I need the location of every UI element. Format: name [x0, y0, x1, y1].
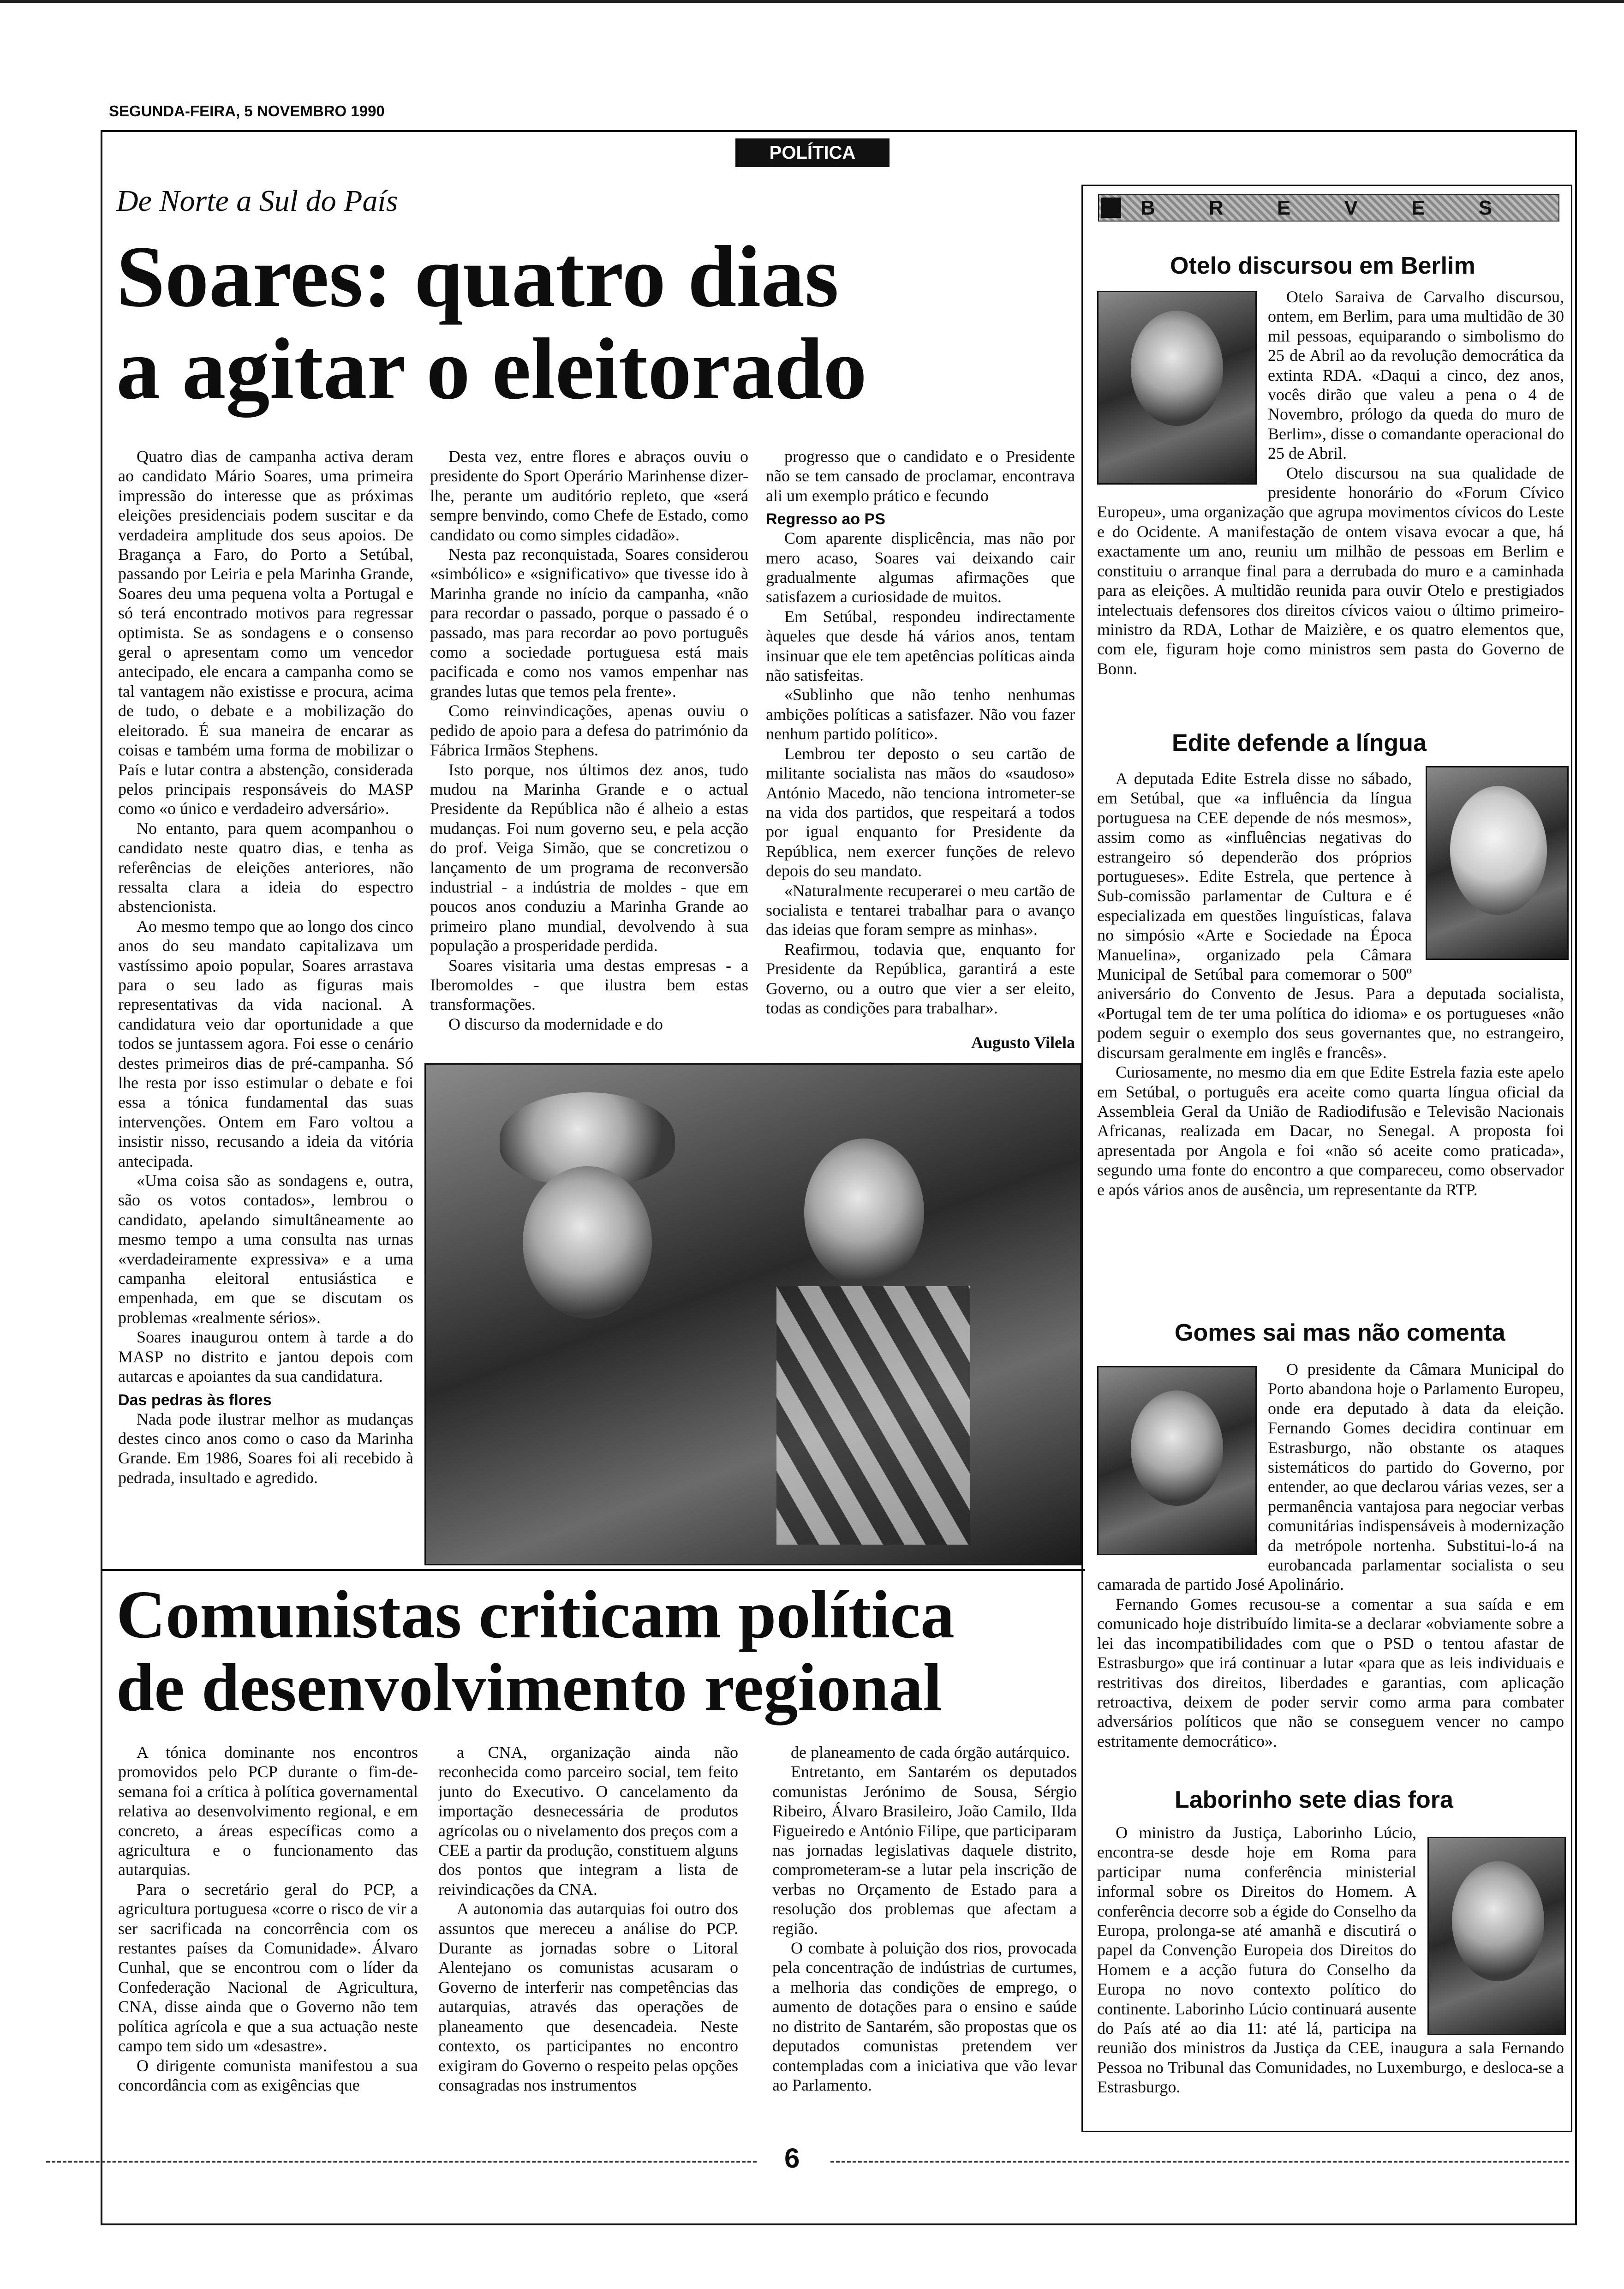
- main-col3-paragraph: Com aparente displicência, mas não por mero acaso, Soares vai deixando cair gradualmente algumas afirmações que satisfazem a curiosidade de muitos.: [766, 529, 1075, 606]
- second-col-1: [118, 1743, 418, 2121]
- breve-1-body: [1097, 287, 1564, 716]
- second-headline-line-2: de desenvolvimento regional: [116, 1650, 942, 1726]
- article-col-3: [766, 447, 1075, 1042]
- second-col2-paragraph: a CNA, organização ainda não reconhecida como parceiro social, tem feito junto do Executivo. O cancelamento da importação desnecessária de produtos agrícolas ou o nivelamento dos preços com a CEE a partir da produção, constituem alguns dos pontos que integram a lista de reivindicações da CNA.: [438, 1743, 738, 1899]
- photo-figure-face: [523, 1166, 652, 1318]
- main-col3-paragraph: Lembrou ter deposto o seu cartão de militante socialista nas mãos do «saudoso» António Macedo, não tenciona intrometer-se na vida dos partidos, que respeitará a todos por igual enquanto for Presidente da República, nem exercer funções de relevo depois do seu mandato.: [766, 744, 1075, 881]
- breve-3-body: [1097, 1360, 1564, 1798]
- page-date: SEGUNDA-FEIRA, 5 NOVEMBRO 1990: [109, 102, 385, 120]
- col1-paragraphs: [118, 447, 413, 1386]
- main-col2-paragraph: Como reinvindicações, apenas ouviu o pedido de apoio para a defesa do património da Fábrica Irmãos Stephens.: [430, 701, 748, 760]
- photo-figure-right: [804, 1139, 924, 1286]
- headline-line-2: a agitar o eleitorado: [116, 321, 867, 418]
- top-rule: [0, 0, 1624, 3]
- second-headline-line-1: Comunistas criticam política: [116, 1577, 955, 1653]
- second-col-3: [772, 1743, 1077, 2121]
- col1-subhead: Das pedras às flores: [118, 1391, 272, 1409]
- breves-banner: [1098, 194, 1559, 222]
- breve-2-paragraph: A deputada Edite Estrela disse no sábado, em Setúbal, que «a influência da língua portuguesa na CEE depende de nós mesmos», assim como as «influências negativas do estrangeiro só dependerão dos próprios portugueses». Edite Estrela, que pertence à Sub-comissão parlamentar de Cultura e é especializada em questões linguísticas, falava no simpósio «Arte e Sociedade na Época Manuelina», organizado pela Câmara Municipal de Setúbal para comemorar o 500º aniversário do Convento de Jesus. Para a deputada socialista, «Portugal tem de ter uma política do idioma» e os portugueses «não podem seguir o exemplo dos seus governantes que, no estrangeiro, discursam geralmente em inglês e francês».: [1097, 769, 1564, 1062]
- second-col1-paragraph: A tónica dominante nos encontros promovidos pelo PCP durante o fim-de-semana foi a crítica à política governamental relativa ao desenvolvimento regional, e em concreto, a áreas específicas como a agricultura e o funcionamento das autarquias.: [118, 1743, 418, 1879]
- breve-3-paragraph: Fernando Gomes recusou-se a comentar a sua saída e em comunicado hoje distribuído limita-se a declarar «obviamente sobre a lei das incompatibilidades com que o PSD o tentou afastar de Estrasburgo» que irá continuar a lutar «para que as leis individuais e restritivas dos direitos, liberdades e garantias, com aplicação retroactiva, deixem de poder servir como arma para combater adversários políticos que não se conseguem vencer no campo estritamente democrático».: [1097, 1594, 1564, 1750]
- col3-paragraphs: [766, 528, 1075, 1018]
- breve-4-body: [1097, 1823, 1564, 2127]
- section-tag: POLÍTICA: [735, 138, 890, 167]
- breve-2-title: Edite defende a língua: [1172, 730, 1427, 756]
- breve-3-title: Gomes sai mas não comenta: [1175, 1319, 1505, 1346]
- breve-4-title: Laborinho sete dias fora: [1175, 1786, 1453, 1813]
- main-col1-after-paragraph: Nada pode ilustrar melhor as mudanças destes cinco anos como o caso da Marinha Grande. Em 1986, Soares foi ali recebido à pedrada, insultado e agredido.: [118, 1409, 413, 1487]
- article-col-2: [430, 447, 748, 1061]
- main-col1-paragraph: Quatro dias de campanha activa deram ao candidato Mário Soares, uma primeira impressão do interesse que as próximas eleições presidenciais podem suscitar e da verdadeira amplitude dos seus apoios. De Bragança a Faro, do Porto a Setúbal, passando por Leiria e pela Marinha Grande, Soares deu uma pequena volta a Portugal e só terá encontrado motivos para regressar optimista. Se as sondagens e o consenso geral o apresentam como um vencedor antecipado, ele encara a campanha como se tal vantagem não existisse e procura, acima de tudo, o debate e a mobilização do eleitorado. É sua maneira de encarar as coisas e também uma forma de mobilizar o País e lutar contra a abstenção, considerada pelos principais responsáveis do MASP como «o único e verdadeiro adversário».: [118, 447, 413, 818]
- second-col2-paragraph: A autonomia das autarquias foi outro dos assuntos que mereceu a análise do PCP. Durante as jornadas sobre o Litoral Alentejano os comunistas acusaram o Governo de interferir nas competências das autarquias, através das operações de planeamento que desencadeia. Neste contexto, os participantes no encontro exigiram do Governo o respeito pelas opções consagradas nos instrumentos: [438, 1900, 738, 2094]
- main-col2-paragraph: Desta vez, entre flores e abraços ouviu o presidente do Sport Operário Marinhense dizer-lhe, perante um auditório repleto, que «será sempre benvindo, como Chefe de Estado, como candidato ou como simples cidadão».: [430, 447, 748, 544]
- main-col3-paragraph: «Naturalmente recuperarei o meu cartão de socialista e tentarei trabalhar para o avanço das ideias que foram sempre as minhas».: [766, 881, 1075, 939]
- col3-subhead: Regresso ao PS: [766, 510, 885, 528]
- float-spacer-2: [1412, 769, 1564, 972]
- breve-1-title: Otelo discursou em Berlim: [1170, 252, 1475, 279]
- main-col2-paragraph: Isto porque, nos últimos dez anos, tudo mudou na Marinha Grande e o actual Presidente da República não é alheio a estas mudanças. Foi num governo seu, e pela acção do prof. Veiga Simão, que se concretizou o lançamento de um programa de reconversão industrial - a indústria de moldes - que em poucos anos conduziu a Marinha Grande ao primeiro plano mundial, devolvendo à sua população a prosperidade perdida.: [430, 760, 748, 955]
- article-headline: [116, 228, 1039, 418]
- main-col2-paragraph: Nesta paz reconquistada, Soares considerou «simbólico» e «significativo» que tivesse ido à Marinha grande no início da campanha, «não para recordar o passado, porque o passado é o passado, mas para recordar ao povo português como a sociedade portuguesa está mais pacificada e como nos vamos empenhar nas grandes lutas que temos pela frente».: [430, 545, 748, 701]
- main-col2-paragraph: Soares visitaria uma destas empresas - a Iberomoldes - que ilustra bem estas transformações.: [430, 956, 748, 1014]
- byline: Augusto Vilela: [971, 1033, 1075, 1052]
- main-col2-paragraph: O discurso da modernidade e do: [448, 1014, 663, 1033]
- article-col-1: [118, 447, 413, 1487]
- bottom-rule-right: [830, 2161, 1569, 2163]
- page-number: 6: [784, 2143, 800, 2174]
- main-col3-paragraph: «Sublinho que não tenho nenhumas ambições políticas a satisfazer. Não vou fazer nenhum partido político».: [766, 685, 1075, 743]
- article-kicker: De Norte a Sul do País: [116, 184, 398, 218]
- main-col1-paragraph: «Uma coisa são as sondagens e, outra, são os votos contados», lembrou o candidato, apelando simultâneamente ao mesmo tempo a uma consulta nas urnas «verdadeiramente expressiva» e a uma campanha eleitoral entusiástica e empenhada, em que se discutam os problemas «realmente sérios».: [118, 1171, 413, 1327]
- second-headline: [116, 1578, 1085, 1724]
- main-col3-paragraph: Reafirmou, todavia que, enquanto for Presidente da República, garantirá a este Governo, ou a outro que vier a ser eleito, todas as condições para trabalhar».: [766, 940, 1075, 1017]
- main-col1-paragraph: Ao mesmo tempo que ao longo dos cinco anos do seu mandato capitalizava um vastíssimo apoio popular, Soares arrastava para o seu lado as figuras mais representativas da vida nacional. A candidatura veio dar oportunidade a que todos se juntassem agora. Foi esse o cenário destes primeiros dias de pré-campanha. Só lhe resta por isso estimular o debate e foi essa a tónica fundamental das suas intervenções. Ontem em Faro voltou a insistir nisso, recusando a ideia da vitória antecipada.: [118, 917, 413, 1170]
- article-separator: [102, 1569, 1085, 1571]
- col1-after: [118, 1409, 413, 1488]
- float-spacer-3: [1097, 1360, 1268, 1563]
- breve-1-paragraph: Otelo Saraiva de Carvalho discursou, ontem, em Berlim, para uma multidão de 30 mil pessoas, equiparando o simbolismo do 25 de Abril ao da revolução democrática da extinta RDA. «Daqui a cinco, dez anos, vocês dirão que valeu a pena o 4 de Novembro, prólogo da queda do muro de Berlim», disse o comandante operacional do 25 de Abril.: [1268, 288, 1564, 463]
- headline-line-1: Soares: quatro dias: [116, 228, 839, 325]
- breve-2-paragraph: Curiosamente, no mesmo dia em que Edite Estrela fazia este apelo em Setúbal, o português era aceite como quarta língua oficial da Assembleia Geral da União de Radiodifusão e Televisão Nacionais Africanas, realizada em Dacar, no Senegal. A proposta foi apresentada por Angola e foi «não só aceite como praticada», segundo uma fonte do encontro a que compareceu, como observador e após vários anos de ausência, um representante da RTP.: [1097, 1063, 1564, 1199]
- soares-photo: [424, 1063, 1081, 1565]
- main-col3-before-paragraph: progresso que o candidato e o Presidente não se tem cansado de proclamar, encontrava ali um exemplo prático e fecundo: [766, 447, 1075, 505]
- main-col1-paragraph: No entanto, para quem acompanhou o candidato neste quatro dias, e tenha as referências de eleições anteriores, não ressalta clara a ideia do espectro abstencionista.: [118, 819, 413, 916]
- second-col3-paragraph: O combate à poluição dos rios, provocada pela concentração de indústrias de curtumes, a melhoria das condições de emprego, o aumento de dotações para o ensino e saúde no distrito de Santarém, são propostas que os deputados comunistas pretendem ver contempladas com a iniciativa que vão levar ao Parlamento.: [772, 1939, 1077, 2094]
- breve-1-paragraph: Otelo discursou na sua qualidade de presidente honorário do «Forum Cívico Europeu», uma organização que agrupa movimentos cívicos do Leste e do Ocidente. A manifestação de ontem visava evocar a que, há exactamente um ano, reuniu um milhão de pessoas em Berlim e constituiu o arranque final para a derrubada do muro e a caminhada para as eleições. A multidão reunida para ouvir Otelo e prestigiados intelectuais defensores dos direitos cívicos vaiou o último primeiro-ministro da RDA, Lothar de Maizière, e os quatro elementos que, com ele, figuram hoje como ministros sem pasta do Governo de Bonn.: [1097, 463, 1564, 678]
- breve-4-paragraph: O ministro da Justiça, Laborinho Lúcio, encontra-se desde hoje em Roma para participar numa conferência ministerial informal sobre os Direitos do Homem. A conferência decorre sob a égide do Conselho da Europa, prolonga-se até amanhã e discutirá o papel da Convenção Europeia dos Direitos do Homem e a acção futura do Conselho da Europa no novo contexto político do continente. Laborinho Lúcio continuará ausente do País até ao dia 11: até lá, participa na reunião dos ministros da Justiça da CEE, inaugura a sala Fernando Pessoa no Tribunal das Comunidades, no Luxemburgo, e desloca-se a Estrasburgo.: [1097, 1823, 1564, 2097]
- breves-square: [1101, 198, 1121, 218]
- breves-label: B R E V E S: [1140, 197, 1517, 219]
- photo-scarf: [776, 1286, 970, 1545]
- second-col1-paragraph: Para o secretário geral do PCP, a agricultura portuguesa «corre o risco de vir a ser sacrificada na concorrência com os restantes países da Comunidade». Álvaro Cunhal, que se encontrou com o líder da Confederação Nacional de Agricultura, CNA, disse ainda que o Governo não tem política agrícola e que a sua actuação neste campo tem sido um «desastre».: [118, 1880, 418, 2055]
- col3-before: [766, 447, 1075, 505]
- breve-3-paragraph: O presidente da Câmara Municipal do Porto abandona hoje o Parlamento Europeu, onde era deputado à data da eleição. Fernando Gomes decidira continuar em Estrasburgo, não obstante os ataques sistemáticos do partido do Governo, por entender, ao que declarou várias vezes, ser a permanência vantajosa para negociar verbas comunitárias indispensáveis à modernização da metrópole nortenha. Substitui-lo-á na eurobancada parlamentar socialista o seu camarada de partido José Apolinário.: [1097, 1360, 1564, 1594]
- float-spacer: [1097, 287, 1268, 490]
- main-col3-paragraph: Em Setúbal, respondeu indirectamente àqueles que desde há vários anos, tentam insinuar que ele tem apetências políticas ainda não satisfeitas.: [766, 607, 1075, 685]
- second-col-2: [438, 1743, 738, 2121]
- bottom-rule: [46, 2161, 757, 2163]
- float-spacer-4: [1416, 1823, 1564, 2035]
- second-col3-paragraph: de planeamento de cada órgão autárquico.: [791, 1743, 1070, 1762]
- second-col1-paragraph: O dirigente comunista manifestou a sua concordância com as exigências que: [118, 2056, 418, 2094]
- breve-2-body: [1097, 769, 1564, 1323]
- second-col3-paragraph: Entretanto, em Santarém os deputados comunistas Jerónimo de Sousa, Sérgio Ribeiro, Álvaro Brasileiro, João Camilo, Ilda Figueiredo e António Filipe, que participaram nas jornadas legislativas daquele distrito, comprometeram-se a lutar pela inscrição de verbas no Orçamento de Estado para a resolução dos problemas que afectam a região.: [772, 1762, 1077, 1938]
- main-col1-paragraph: Soares inaugurou ontem à tarde a do MASP no distrito e jantou depois com autarcas e apoiantes da sua candidatura.: [118, 1328, 413, 1386]
